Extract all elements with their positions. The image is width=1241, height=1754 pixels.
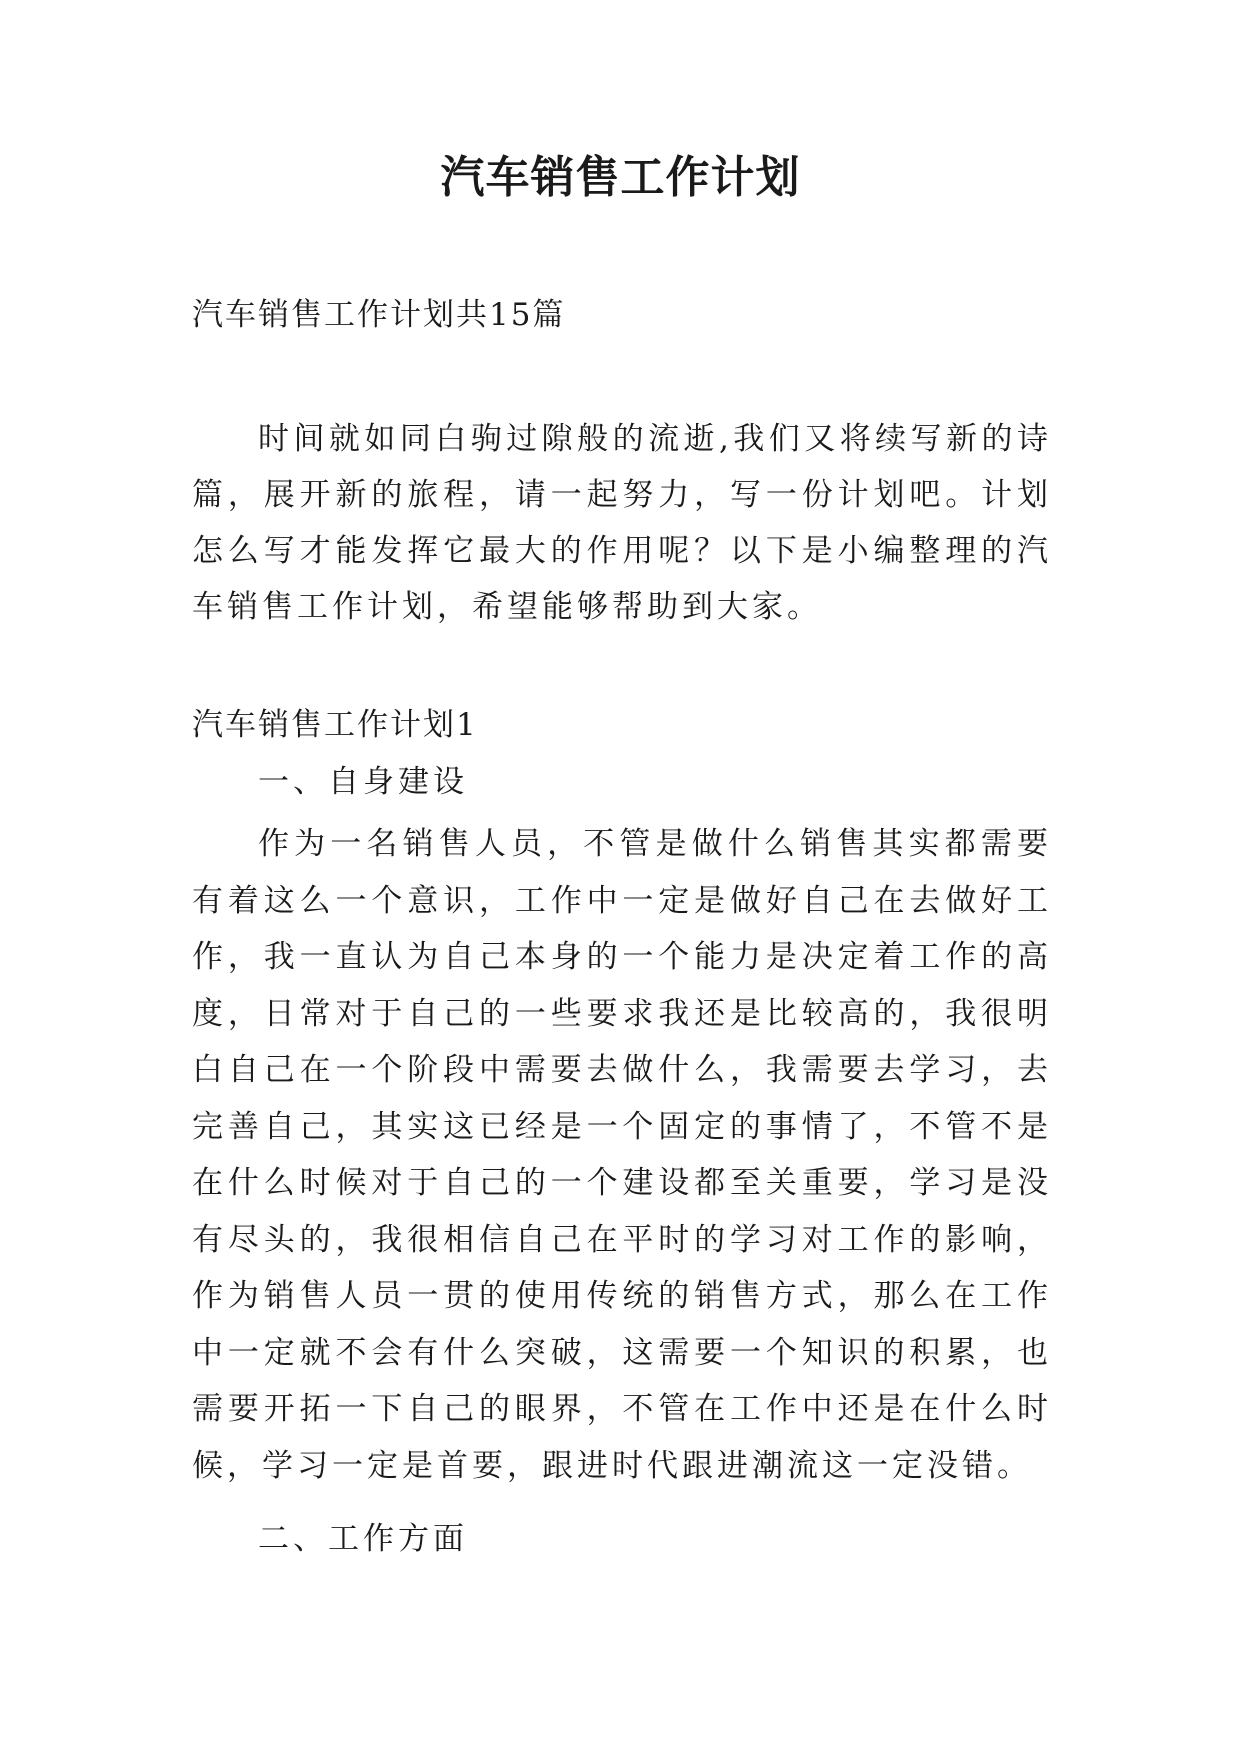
- document-title: 汽车销售工作计划: [440, 152, 801, 203]
- body-paragraph: 作为一名销售人员，不管是做什么销售其实都需要有着这么一个意识，工作中一定是做好自己在去做好工作，我一直认为自己本身的一个能力是决定着工作的高度，日常对于自己的一些要求我还是比较高的，我很明白自己在一个阶段中需要去做什么，我需要去学习，去完善自己，其实这已经是一个固定的事情了，不管不是在什么时候对于自己的一个建设都至关重要，学习是没有尽头的，我很相信自己在平时的学习对工作的影响，作为销售人员一贯的使用传统的销售方式，那么在工作中一定就不会有什么突破，这需要一个知识的积累，也需要开拓一下自己的眼界，不管在工作中还是在什么时候，学习一定是首要，跟进时代跟进潮流这一定没错。: [192, 826, 1052, 1484]
- section-heading-work: 二、工作方面: [258, 1521, 468, 1557]
- section-title: 汽车销售工作计划1: [192, 707, 478, 743]
- intro-paragraph: 时间就如同白驹过隙般的流逝,我们又将续写新的诗篇，展开新的旅程，请一起努力，写一份计划吧。计划怎么写才能发挥它最大的作用呢？以下是小编整理的汽车销售工作计划，希望能够帮助到大家。: [192, 421, 1052, 625]
- section-heading-self-development: 一、自身建设: [258, 764, 468, 800]
- document-subtitle: 汽车销售工作计划共15篇: [192, 297, 566, 333]
